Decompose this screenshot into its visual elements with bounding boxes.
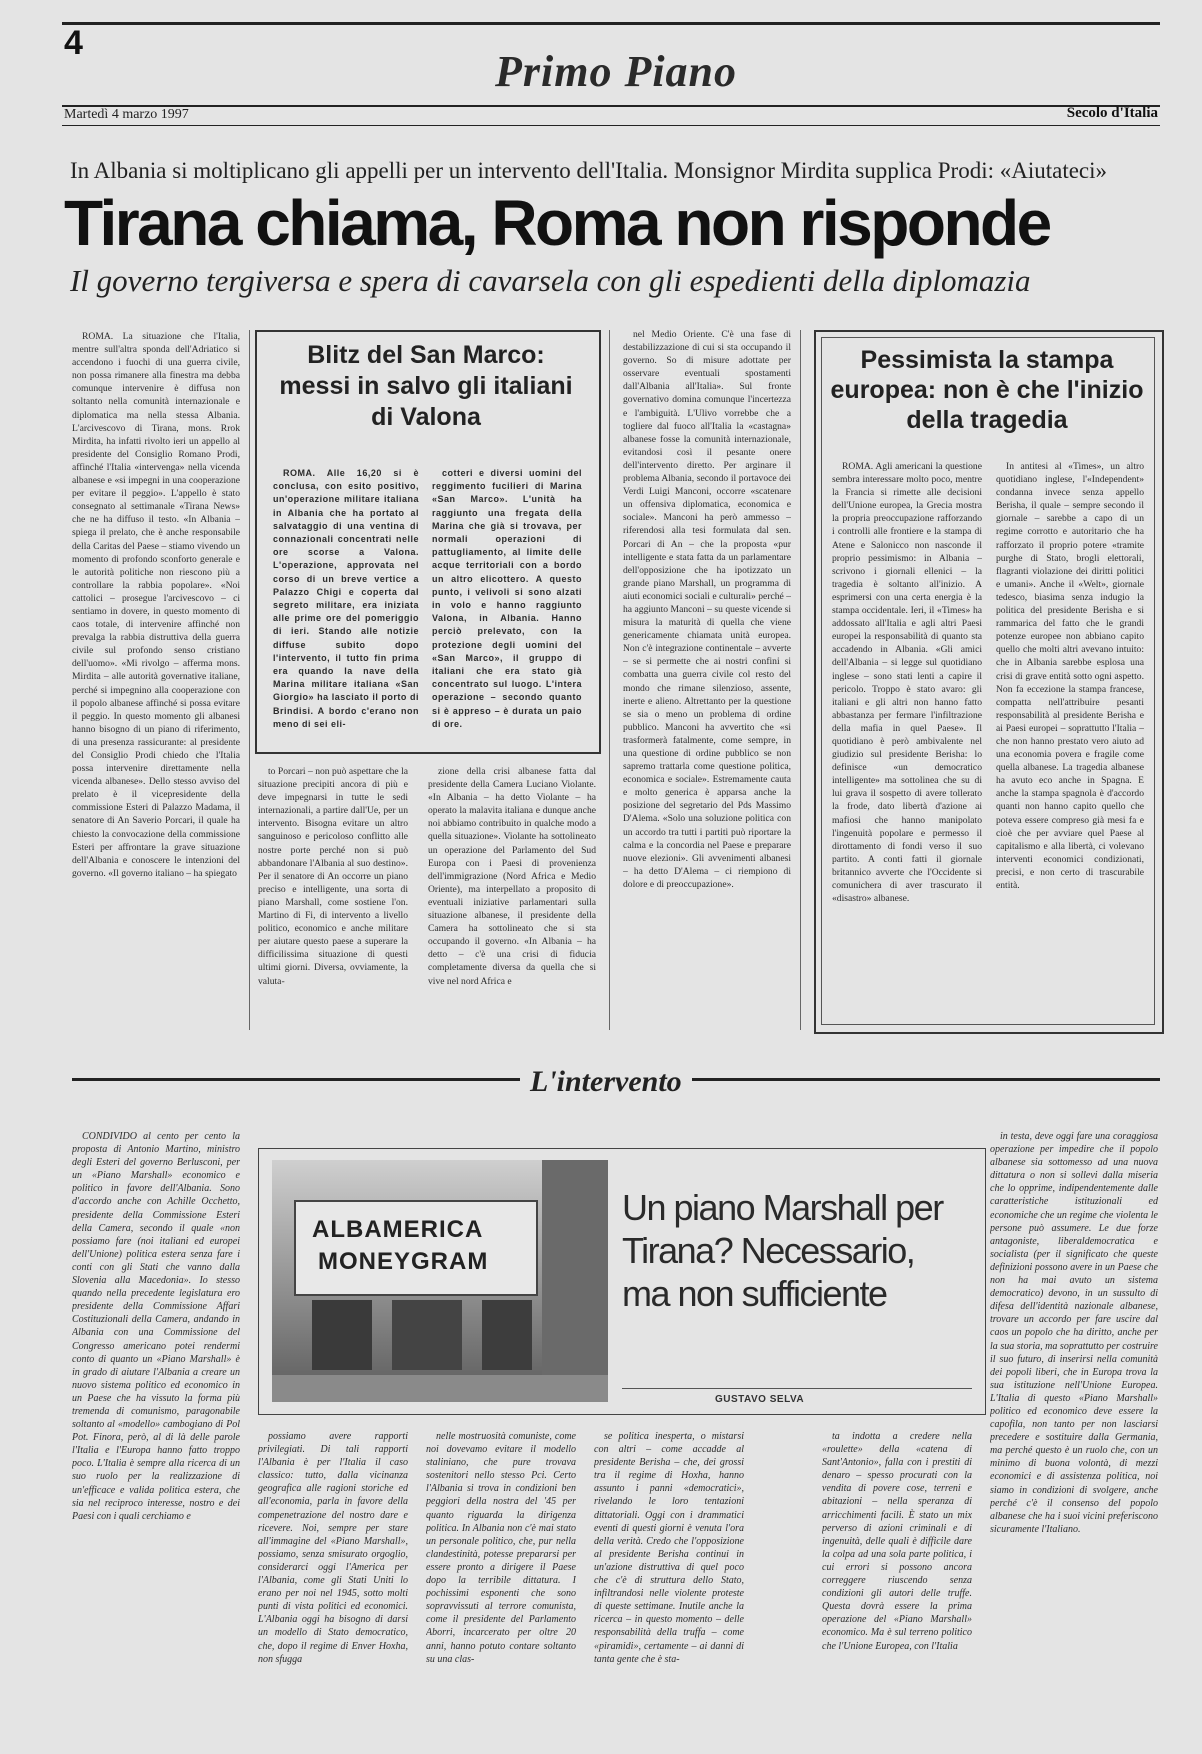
shop-window xyxy=(312,1300,372,1370)
main-article-col3: zione della crisi albanese fatta dal presidente della Camera Luciano Violante. «In Albania – ha detto Violante – ha operato la malavita italiana e dunque anche noi abbiamo contribuito in qualche modo a quella situazione». Violante ha sottolineato un operazione del Parlamento del Sud Europa con i Paesi di provenienza dell'immigrazione (Nord Africa e Medio Oriente), ma interpellato a proposito di eventuali iniziative parlamentari sulla situazione albanese, il presidente della Camera ha sottolineato che si sta occupando il governo. «In Albania – ha detto – c'è una crisi di fiducia completamente diversa da quella che si vive nel nord Africa e xyxy=(428,766,596,987)
shop-window xyxy=(392,1300,462,1370)
box-san-marco-title: Blitz del San Marco: messi in salvo gli italiani di Valona xyxy=(279,341,573,431)
shop-door xyxy=(482,1300,532,1370)
newspaper-name: Secolo d'Italia xyxy=(1066,105,1158,121)
sign-line-2: MONEYGRAM xyxy=(318,1248,489,1275)
masthead-rule xyxy=(62,105,1160,107)
author: GUSTAVO SELVA xyxy=(715,1394,805,1405)
page-number: 4 xyxy=(64,24,83,62)
box-stampa-col1: ROMA. Agli americani la questione sembra interessare molto poco, mentre la Francia si rimette alle decisioni dell'Unione europea, la Grecia mostra la propria preoccupazione rafforzando i controlli alle frontiere e la stampa di Atene e Salonicco non nasconde il proprio pessimismo: in Albania – scrivono i giornali ellenici – la tragedia è soltanto all'inizio. A esprimersi con una certa energia è la stampa occidentale. Ieri, il «Times» ha addossato all'Italia e agli altri Paesi europei la responsabilità di quanto sta accadendo in Albania. «Gli amici dell'Albania – si legge sul quotidiano inglese – sono stati lenti a capire il pericolo. Troppo è stato avaro: gli italiani e gli altri non hanno fatto abbastanza per fermare l'infiltrazione della mafia in quel Paese». Il quotidiano è però ambivalente nel giudizio sul presidente Berisha: lo definisce «un democratico intelligente» ma sottolinea che su di lui grava il sospetto di avere tollerato la frode, dato libertà d'azione ai mafiosi che hanno manipolato l'ingenuità popolare e permesso il dirottamento di fondi verso il suo partito. A conti fatti il giornale britannico avverte che l'Occidente si comunichera di aver trascurato il «disastro» albanese. xyxy=(832,461,982,905)
box-stampa-col2: In antitesi al «Times», un altro quotidiano inglese, l'«Independent» condanna invece senza appello Berisha, il quale – sempre secondo il giornale – sarebbe a capo di un regime corrotto e autoritario che ha rafforzato il proprio potere «tramite purghe di Stato, brogli elettorali, flagranti violazione dei diritti politici e umani». Anche il «Welt», giornale tedesco, biasima senza indugio la politica del presidente Berisha e si rammarica del fatto che le grandi potenze europee non abbiano capito quello che molti altri avevano intuito: che in Albania sarebbe esplosa una crisi di grave entità sotto ogni aspetto. Non fa eccezione la stampa francese, compatta nell'attribuire pesanti responsabilità al presidente Berisha e ai Paesi europei – soprattutto l'Italia – che non hanno prestato vero aiuto ad una economia povera e fragile come quella albanese. La tragedia albanese ha avuto eco anche in Spagna. E anche la stampa spagnola è d'accordo quanti non hanno capito quello che poteva essere compreso già mesi fa e cioè che per avviare quel Paese al capitalismo e alla libertà, ci volevano interventi economici condizionati, precisi, e non certo di trascurabile entità. xyxy=(996,461,1144,891)
col-rule xyxy=(800,330,801,1030)
main-article-col4: nel Medio Oriente. C'è una fase di destabilizzazione di cui si sta occupando il governo. So di misure adottate per osservare eventuali spostamenti dall'Albania all'Italia». Sul fronte governativo domina comunque l'incertezza e l'ambiguità. L'Ulivo vorrebbe che a togliere dal fuoco all'Italia la «castagna» albanese fosse la comunità internazionale, evitandosi così il pesante onere dell'intervento diretto. Per arginare il problema Albania, secondo il portavoce dei Verdi Luigi Manconi, occorre «scatenare un offensiva diplomatica, economica e sociale». Manconi ha però ammesso – riferendosi alla tesi formulata dal sen. Porcari di An – che la proposta «pur intelligente e stata fatta da un parlamentare dell'opposizione che ha ipotizzato un grande piano Marshall, un programma di aiuti economici sociali e culturali» perché – ha aggiunto Manconi – su queste vicende si misura la maturità di quella che viene genericamente chiamata unità europea. Non c'è integrazione continentale – avverte – se si permette che ai nostri confini si combatta una guerra civile col resto del mondo che rimane silenzioso, assente, inerte e alieno. Altrettanto per la questione se sia o meno un problema di ordine pubblico. Manconi ha avvertito che «si trasformerà fatalmente, come sempre, in una questione di ordine pubblico se non sapremo trattarla come questione politica, economica e sociale». Estremamente cauta e molto generica è apparsa anche la posizione del segretario del Pds Massimo D'Alema. «Solo una soluzione politica con un accordo tra tutti i partiti può riportare la calma e la concordia nel Paese e preparare nuove elezioni». Gli avvenimenti albanesi – ha detto D'Alema – ci riempiono di dolore e di preoccupazione». xyxy=(623,329,791,890)
box-san-marco-col2: cotteri e diversi uomini del reggimento fucilieri di Marina «San Marco». L'unità ha raggiunto una fregata della Marina che già si trovava, per normali operazioni di pattugliamento, al limite delle acque territoriali con a bordo un altro elicottero. A questo punto, i velivoli si sono alzati in volo e hanno raggiunto Valona, in Albania. Hanno perciò prelevato, con la protezione degli uomini del «San Marco», il gruppo di italiani che era stato già concentrato sul luogo. L'intera operazione – secondo quanto si è appreso – è durata un paio di ore. xyxy=(432,468,582,729)
street xyxy=(272,1375,608,1402)
top-rule xyxy=(62,22,1160,25)
intervento-col5: ta indotta a credere nella «roulette» della «catena di Sant'Antonio», falla con i prestiti di denaro – spesso procurati con la vendita di povere cose, terreni e abitazioni – nella speranza di arricchimenti facili. È stato un mix perverso di azioni criminali e di ingenuità, delle quali è difficile dare la colpa ad una sola parte politica, i cui errori si possono ancora correggere riuscendo senza condizioni gli autori delle truffe. Questa dovrà essere la prima operazione del «Piano Marshall» economico. Ma è sul terreno politico che l'Unione Europea, con l'Italia xyxy=(822,1431,972,1652)
intervento-label: L'intervento xyxy=(520,1065,692,1099)
col-rule xyxy=(609,330,610,1030)
intervento-col4: se politica inesperta, o mistarsi con altri – come accadde al presidente Berisha – che, dei grossi tra il regime di Hoxha, hanno assunto i panni «democratici», rivelando le loro tentazioni dittatoriali. Oggi con i drammatici eventi di questi giorni è venuta l'ora della verità. Credo che l'opposizione al presidente Berisha continui in un'azione distruttiva di quel poco che c'è di struttura dello Stato, infiltrandosi nelle violente proteste di queste settimane. Inutile anche la ricerca – in questo momento – delle responsabilità della truffa – come «piramidi», certamente – ai danni di tanta gente che è sta- xyxy=(594,1431,744,1665)
sign-line-1: ALBAMERICA xyxy=(312,1216,484,1243)
issue-date: Martedì 4 marzo 1997 xyxy=(64,107,189,122)
date-rule xyxy=(62,125,1160,126)
box-san-marco-col1: ROMA. Alle 16,20 si è conclusa, con esito positivo, un'operazione militare italiana in Albania che ha portato al salvataggio di una ventina di connazionali concentrati nelle ore scorse a Valona. L'operazione, approvata nel corso di un breve vertice a Palazzo Chigi e coperta dal segreto militare, era iniziata alle prime ore del pomeriggio di ieri. Stando alle notizie diffuse subito dopo l'intervento, il tutto fin prima era quando la nave della Marina militare italiana «San Giorgio» ha lasciato il porto di Brindisi. A bordo c'erano non meno di sei eli- xyxy=(273,468,419,729)
subheadline: Il governo tergiversa e spera di cavarsela con gli espedienti della diplomazia xyxy=(70,263,1031,298)
col-rule xyxy=(249,330,250,1030)
intervento-col3: nelle mostruosità comuniste, come noi dovevamo evitare il modello staliniano, che pure trovava sostenitori nello stesso Pci. Certo l'Albania si trova in condizioni ben peggiori della nostra del '45 per quanto riguarda la dirigenza politica. In Albania non c'è mai stato un personale politico, che, pur nella clandestinità, potesse prepararsi per essere pronto a dirigere il Paese dopo la terribile dittatura. I pochissimi esponenti che sono sopravvissuti al terrore comunista, come il presidente del Parlamento Aborri, incarcerato per oltre 20 anni, hanno potuto contare soltanto su una clas- xyxy=(426,1431,576,1665)
box-stampa-title: Pessimista la stampa europea: non è che l'inizio della tragedia xyxy=(830,346,1144,434)
tree xyxy=(542,1160,608,1402)
albamerica-photo xyxy=(272,1160,608,1402)
intervento-title: Un piano Marshall per Tirana? Necessario, ma non sufficiente xyxy=(622,1187,943,1314)
intervento-col2: possiamo avere rapporti privilegiati. Di tali rapporti l'Albania è per l'Italia il caso classico: tutto, dalla vicinanza geografica alle ragioni storiche ed all'economia, parla in favore della compenetrazione del nostro dare e ricevere. Noi, sempre per stare all'immagine del «Piano Marshall», possiamo, senza smisurato orgoglio, considerarci oggi l'America per l'Albania, come gli Stati Uniti lo erano per noi nel 1945, sotto molti punti di vista politici ed economici. L'Albania oggi ha bisogno di darsi un modello di Stato democratico, che, dopo il regime di Enver Hoxha, non sfugga xyxy=(258,1431,408,1665)
author-rule xyxy=(622,1388,972,1389)
main-article-col1: ROMA. La situazione che l'Italia, mentre sull'altra sponda dell'Adriatico si accendono i fuochi di una guerra civile, non possa rimanere alla finestra ma debba comunque intervenire è diffusa non soltanto nella comunità internazionale e diplomatica ma nella stessa Albania. L'arcivescovo di Tirana, mons. Rrok Mirdita, ha infatti rivolto ieri un appello al presidente del Consiglio Romano Prodi, affinché l'Italia «intervenga» nella vicenda albanese e «si impegni in una cooperazione per evitare il peggio». L'appello è stato consegnato al settimanale «Tirana News» che ne ha diffuso il testo. «In Albania – spiega il prelato, che è anche responsabile della Caritas del Paese – stiamo vivendo un momento di profondo sconforto generale e le autorità politiche non riescono più a controllare la rabbia popolare». «Noi cattolici – prosegue l'arcivescovo – ci sentiamo in dovere, in questo momento di caos totale, di intervenire affinché non prevalga la rabbia distruttiva della guerra civile sul profondo senso cristiano dell'uomo». «Mi rivolgo – afferma mons. Mirdita – alle autorità governative italiane, perché si impegnino alla cooperazione con il popolo albanese affinché si possa evitare il peggio. In questo momento gli albanesi hanno bisogno di un piano di riferimento, di una presenza rassicurante: al presidente del Consiglio Prodi chiedo che l'Italia possa intervenire direttamente nella vicenda albanese». Dello stesso avviso del prelato è il vicepresidente della commissione Esteri di Palazzo Madama, il senatore di An Saverio Porcari, il quale ha chiesto la convocazione della commissione Esteri per affrontare la grave situazione dell'Albania e conoscere le intenzioni del governo. «Il governo italiano – ha spiegato xyxy=(72,331,240,879)
intervento-col1: CONDIVIDO al cento per cento la proposta di Antonio Martino, ministro degli Esteri del governo Berlusconi, per un «Piano Marshall» economico e politico in favore dell'Albania. Sono d'accordo anche con Achille Occhetto, presidente della Commissione Esteri della Camera, secondo il quale «non possiamo fare (noi italiani ed europei dell'Unione) politica estera senza fare i conti con gli Stati che vanno dalla Slovenia alla Macedonia». Io stesso quando nella precedente legislatura ero presidente della Commissione Affari Costituzionali della Camera, andando in Albania con una Commissione del Congresso americano potei rendermi conto di quanto un «Piano Marshall» è in grado di aiutare l'Albania a creare un nuovo sistema politico ed economico in un Paese che ha vissuto la forma più tremenda di comunismo, paragonabile soltanto al «modello» cambogiano di Pol Pot. Finora, però, al di là delle parole l'Italia e l'Europa hanno fatto troppo poco. L'Italia è sempre alla ricerca di un suo ruolo per la realizzazione di un'efficace e valida politica estera, che sia nel reciproco interesse, nostro e dei Paesi con i quali cerchiamo e xyxy=(72,1131,240,1522)
kicker: In Albania si moltiplicano gli appelli per un intervento dell'Italia. Monsignor Mirdita supplica Prodi: «Aiutateci» xyxy=(70,158,1108,183)
main-article-col2: to Porcari – non può aspettare che la situazione precipiti ancora di più e deve impegnarsi in tutte le sedi internazionali, a partire dall'Ue, per un intervento. Bisogna evitare un altro sanguinoso e pericoloso conflitto alle nostre porte perché non si può abbandonare l'Albania al suo destino». Per il senatore di An occorre un piano preciso e intelligente, una sorta di piano Marshall, come sostiene l'on. Martino di Fi, di intervento a livello politico, economico e anche militare per aiutare questo paese a superare la difficilissima situazione di questi ultimi giorni. Diversa, ovviamente, la valuta- xyxy=(258,766,408,987)
section-title: Primo Piano xyxy=(495,47,738,96)
intervento-col6: in testa, deve oggi fare una coraggiosa operazione per impedire che il popolo albanese sia sottomesso ad una nuova dittatura o non si sollevi dalla miseria che lo opprime, indipendentemente dalle caratteristiche istituzionali ed economiche che un regime che violenta le persone può assumere. Le due forze antagoniste, liberaldemocratica e socialista (per il significato che queste definizioni possono avere in un Paese che non ha mai avuto un sistema democratico) devono, in un sussulto di difesa dell'identità nazionale albanese, trovare un accordo per fare uscire dal caos un popolo che ha diritto, anche per la sua storia, ma soprattutto per costruire il suo futuro, di inserirsi nella comunità dei popoli liberi, che in Europa trova la sua istituzione nell'Unione Europea. L'Italia di questo «Piano Marshall» politico ed economico deve essere la capofila, non tanto per non lasciarsi precedere e sostituire dalla Germania, ma perché questo è un ruolo che, con un minimo di buona volontà, di mezzi economici e di assistenza politica, noi siamo in condizioni di svolgere, anche perché c'è il consenso del popolo albanese che ha i suoi vicini preferiscono sicuramente l'Italiano. xyxy=(990,1131,1158,1535)
headline: Tirana chiama, Roma non risponde xyxy=(64,187,1050,259)
